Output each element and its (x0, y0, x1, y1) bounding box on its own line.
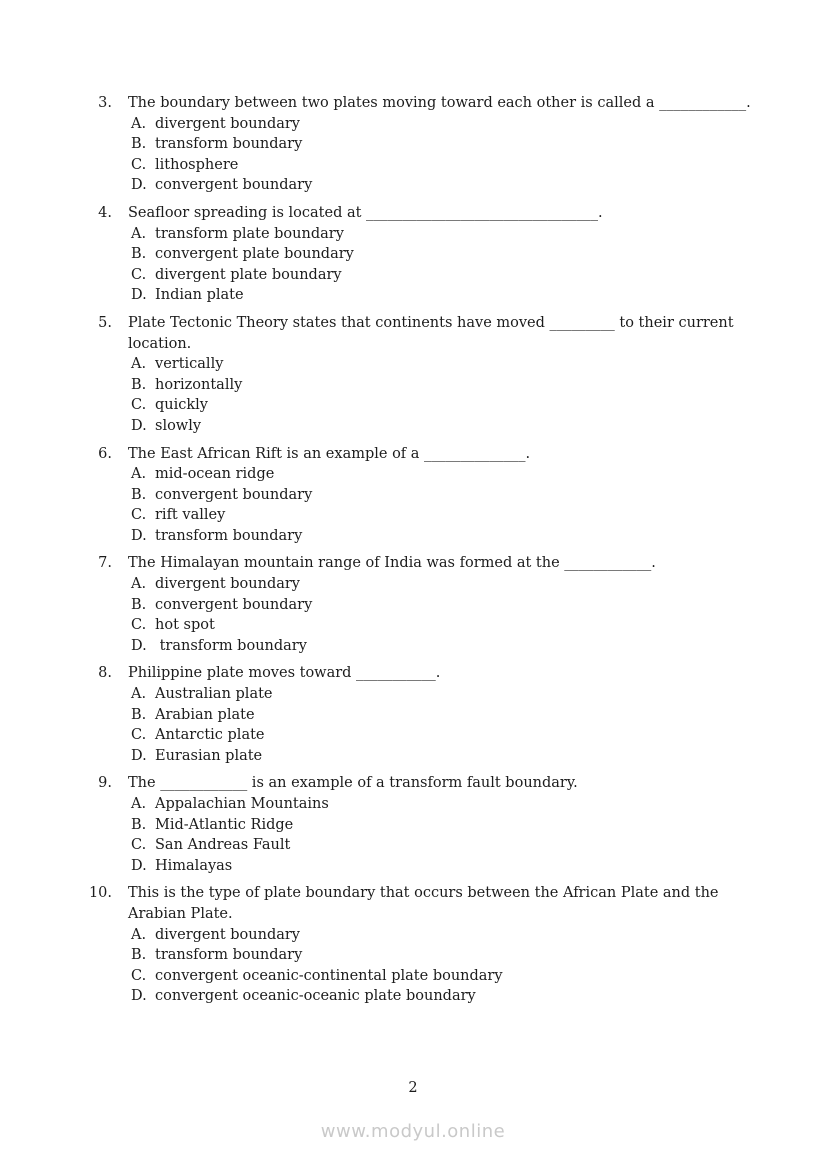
question-item (82, 663, 751, 766)
question-text-line: The Himalayan mountain range of India was formed at the ____________. (128, 555, 656, 572)
option-item (131, 574, 656, 595)
page-number: 2 (408, 1080, 418, 1096)
option-text: hot spot (155, 617, 215, 634)
option-list (128, 224, 603, 306)
option-list (128, 925, 719, 1007)
option-letter: A. (131, 686, 147, 703)
option-letter: A. (131, 576, 147, 593)
question-text (128, 444, 530, 465)
question-text-line: Philippine plate moves toward ___________. (128, 665, 441, 682)
option-letter: A. (131, 115, 147, 132)
option-item (131, 636, 656, 657)
option-item (131, 794, 578, 815)
option-item (131, 375, 734, 396)
option-text: Appalachian Mountains (155, 796, 329, 812)
option-letter: D. (131, 857, 147, 874)
option-item (131, 416, 734, 437)
question-number: 8. (98, 665, 112, 682)
option-letter: B. (131, 706, 147, 723)
option-item (131, 265, 603, 286)
option-item (131, 395, 734, 416)
question-body (128, 444, 530, 547)
option-text: divergent boundary (155, 115, 300, 132)
question-text-line: location. (128, 335, 192, 352)
question-text-line: Plate Tectonic Theory states that continents have moved _________ to their current (128, 314, 734, 331)
option-text: divergent boundary (155, 576, 300, 593)
option-item (131, 684, 440, 705)
option-list (128, 794, 578, 876)
option-text: rift valley (155, 507, 226, 524)
question-text-line: This is the type of plate boundary that occurs between the African Plate and the (128, 885, 719, 902)
question-text-line: Arabian Plate. (128, 905, 233, 922)
option-item (131, 815, 578, 836)
question-item (82, 93, 751, 196)
question-number: 4. (98, 204, 112, 221)
option-item (131, 175, 751, 196)
question-body (128, 93, 751, 196)
question-list (82, 93, 751, 1014)
option-letter: B. (131, 596, 147, 613)
option-letter: A. (131, 796, 147, 812)
option-text: divergent plate boundary (155, 266, 342, 283)
question-item (82, 773, 751, 876)
option-item (131, 505, 530, 526)
question-item (82, 883, 751, 1007)
option-text: divergent boundary (155, 926, 300, 943)
question-body (128, 883, 719, 1007)
option-letter: B. (131, 376, 147, 393)
option-letter: A. (131, 466, 147, 483)
question-text (128, 883, 719, 924)
question-text-line: The East African Rift is an example of a ______________. (128, 445, 531, 462)
option-text: lithosphere (155, 156, 239, 173)
option-letter: D. (131, 287, 147, 304)
option-text: Himalayas (155, 857, 233, 874)
option-text: transform boundary (155, 637, 307, 654)
option-list (128, 574, 656, 656)
option-text: convergent boundary (155, 486, 313, 503)
question-number: 6. (98, 445, 112, 462)
option-item (131, 285, 603, 306)
question-text (128, 663, 440, 684)
question-item (82, 203, 751, 306)
option-item (131, 615, 656, 636)
option-list (128, 464, 530, 546)
option-letter: D. (131, 527, 147, 544)
question-number: 7. (98, 555, 112, 572)
option-letter: D. (131, 177, 147, 194)
option-letter: C. (131, 837, 147, 854)
option-text: mid-ocean ridge (155, 466, 275, 483)
question-text (128, 773, 578, 794)
question-text (128, 553, 656, 574)
question-body (128, 313, 734, 437)
option-letter: D. (131, 747, 147, 764)
option-item (131, 925, 719, 946)
option-letter: B. (131, 246, 147, 263)
option-letter: C. (131, 266, 147, 283)
option-text: Eurasian plate (155, 747, 263, 764)
question-text-line: The ____________ is an example of a transform fault boundary. (128, 775, 578, 792)
question-number: 3. (98, 95, 112, 111)
option-text: Antarctic plate (155, 727, 265, 744)
question-text (128, 203, 603, 224)
option-text: transform boundary (155, 947, 303, 964)
question-text (128, 313, 734, 354)
option-text: convergent boundary (155, 596, 313, 613)
option-list (128, 114, 751, 196)
question-body (128, 663, 440, 766)
option-list (128, 354, 734, 436)
option-item (131, 134, 751, 155)
option-text: San Andreas Fault (155, 837, 291, 854)
watermark: www.modyul.online (320, 1121, 506, 1142)
question-item (82, 553, 751, 656)
option-letter: C. (131, 967, 147, 984)
option-text: vertically (155, 356, 224, 373)
option-item (131, 526, 530, 547)
option-text: Arabian plate (155, 706, 255, 723)
option-text: horizontally (155, 376, 243, 393)
option-text: convergent oceanic-oceanic plate boundary (155, 988, 476, 1005)
option-letter: B. (131, 947, 147, 964)
option-letter: D. (131, 637, 147, 654)
option-letter: C. (131, 156, 147, 173)
option-text: quickly (155, 397, 208, 414)
option-letter: D. (131, 988, 147, 1005)
option-text: slowly (155, 417, 202, 434)
option-letter: C. (131, 507, 147, 524)
question-text-line: Seafloor spreading is located at ________________________________. (128, 204, 603, 221)
option-list (128, 684, 440, 766)
option-item (131, 986, 719, 1007)
question-number: 5. (98, 314, 112, 331)
option-item (131, 224, 603, 245)
question-item (82, 444, 751, 547)
option-item (131, 155, 751, 176)
option-item (131, 945, 719, 966)
question-body (128, 553, 656, 656)
option-letter: C. (131, 397, 147, 414)
option-letter: D. (131, 417, 147, 434)
option-text: transform boundary (155, 527, 303, 544)
option-letter: A. (131, 356, 147, 373)
option-text: Mid-Atlantic Ridge (155, 816, 294, 833)
option-text: convergent oceanic-continental plate boundary (155, 967, 503, 984)
option-letter: B. (131, 136, 147, 153)
option-item (131, 464, 530, 485)
question-number: 10. (88, 885, 112, 902)
option-item (131, 705, 440, 726)
option-item (131, 595, 656, 616)
question-number: 9. (98, 775, 112, 792)
question-text (128, 93, 751, 114)
option-item (131, 966, 719, 987)
option-text: convergent plate boundary (155, 246, 354, 263)
option-item (131, 725, 440, 746)
option-text: transform plate boundary (155, 225, 344, 242)
option-item (131, 746, 440, 767)
option-item (131, 114, 751, 135)
question-item (82, 313, 751, 437)
option-text: convergent boundary (155, 177, 313, 194)
question-body (128, 773, 578, 876)
option-letter: C. (131, 727, 147, 744)
option-item (131, 856, 578, 877)
option-item (131, 354, 734, 375)
option-text: Australian plate (155, 686, 273, 703)
option-text: Indian plate (155, 287, 244, 304)
option-item (131, 835, 578, 856)
option-letter: A. (131, 926, 147, 943)
question-text-line: The boundary between two plates moving toward each other is called a ____________. (128, 95, 751, 111)
option-text: transform boundary (155, 136, 303, 153)
option-letter: A. (131, 225, 147, 242)
question-body (128, 203, 603, 306)
option-letter: B. (131, 816, 147, 833)
option-letter: C. (131, 617, 147, 634)
option-item (131, 244, 603, 265)
option-item (131, 485, 530, 506)
option-letter: B. (131, 486, 147, 503)
